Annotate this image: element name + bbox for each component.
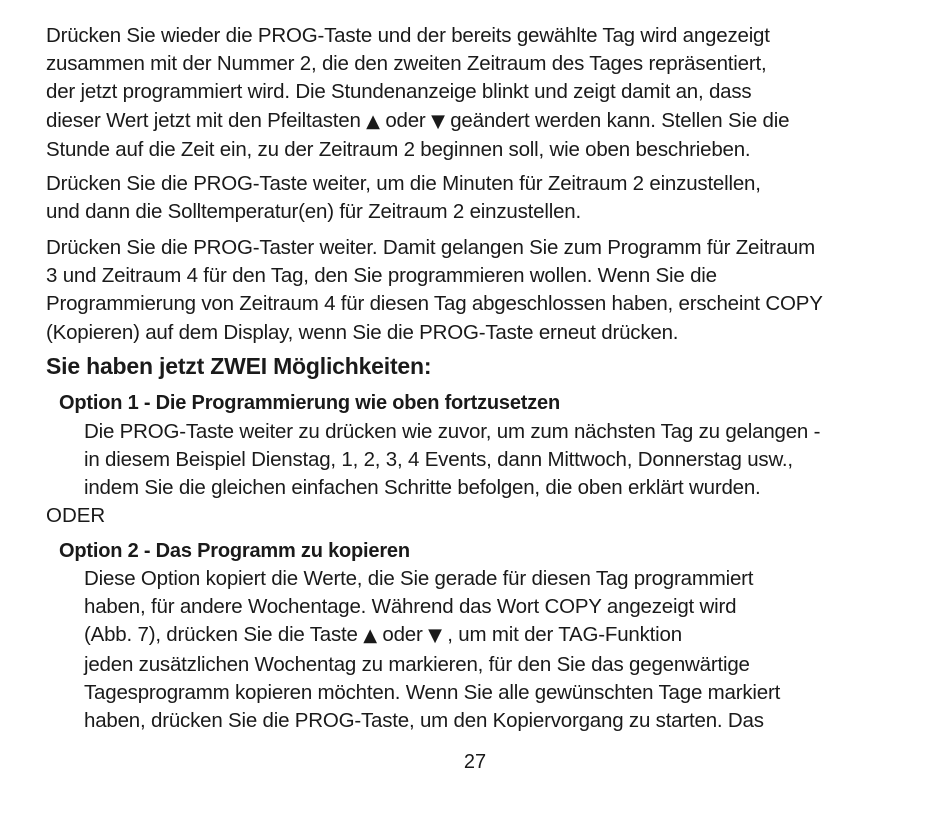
text-line: der jetzt programmiert wird. Die Stundenanzeige blinkt und zeigt damit an, dass [46, 80, 752, 104]
up-triangle-icon: ▲ [363, 625, 377, 647]
text-fragment: geändert werden kann. Stellen Sie die [450, 108, 790, 132]
down-triangle-icon: ▼ [431, 110, 445, 132]
text-line: Programmierung von Zeitraum 4 für diesen Tag abgeschlossen haben, erscheint COPY [46, 292, 823, 316]
text-fragment: oder [385, 108, 426, 132]
text-fragment: dieser Wert jetzt mit den Pfeiltasten [46, 108, 361, 132]
text-line: Tagesprogramm kopieren möchten. Wenn Sie alle gewünschten Tage markiert [84, 680, 781, 704]
text-line: und dann die Solltemperatur(en) für Zeitraum 2 einzustellen. [46, 200, 581, 224]
text-line: zusammen mit der Nummer 2, die den zweiten Zeitraum des Tages repräsentiert, [46, 52, 767, 76]
text-line: in diesem Beispiel Dienstag, 1, 2, 3, 4 Events, dann Mittwoch, Donnerstag usw., [84, 448, 793, 472]
text-line: indem Sie die gleichen einfachen Schritte befolgen, die oben erklärt wurden. [84, 476, 761, 500]
text-line: Drücken Sie die PROG-Taste weiter, um die Minuten für Zeitraum 2 einzustellen, [46, 172, 761, 195]
text-line: Drücken Sie wieder die PROG-Taste und der bereits gewählte Tag wird angezeigt [46, 24, 770, 47]
up-triangle-icon: ▲ [366, 110, 380, 132]
text-fragment: oder [382, 623, 423, 647]
down-triangle-icon: ▼ [428, 625, 442, 647]
text-line: (Kopieren) auf dem Display, wenn Sie die PROG-Taste erneut drücken. [46, 320, 679, 344]
text-line: 3 und Zeitraum 4 für den Tag, den Sie programmieren wollen. Wenn Sie die [46, 264, 717, 288]
text-line: Stunde auf die Zeit ein, zu der Zeitraum 2 beginnen soll, wie oben beschrieben. [46, 137, 751, 161]
text-line [46, 107, 916, 136]
paragraph-period-3-4 [46, 234, 916, 347]
text-line: Drücken Sie die PROG-Taster weiter. Damit gelangen Sie zum Programm für Zeitraum [46, 236, 815, 259]
paragraph-hour-setting [46, 22, 916, 164]
page-number: 27 [463, 751, 487, 773]
text-line: Diese Option kopiert die Werte, die Sie gerade für diesen Tag programmiert [84, 567, 754, 590]
option-1-title: Option 1 - Die Programmierung wie oben fortzusetzen [59, 392, 560, 414]
text-line: haben, drücken Sie die PROG-Taste, um den Kopiervorgang zu starten. Das [84, 709, 764, 733]
option-2-body [84, 565, 914, 735]
text-fragment: , um mit der TAG-Funktion [447, 623, 682, 647]
oder-separator: ODER [46, 504, 106, 527]
option-1-body [84, 418, 914, 503]
text-line: Die PROG-Taste weiter zu drücken wie zuvor, um zum nächsten Tag zu gelangen - [84, 420, 821, 443]
text-line: jeden zusätzlichen Wochentag zu markieren, für den Sie das gegenwärtige [84, 652, 750, 676]
text-line: haben, für andere Wochentage. Während das Wort COPY angezeigt wird [84, 595, 737, 619]
paragraph-minutes-setting [46, 170, 916, 226]
text-fragment: (Abb. 7), drücken Sie die Taste [84, 623, 358, 647]
option-2-title: Option 2 - Das Programm zu kopieren [59, 540, 410, 562]
text-line [84, 621, 914, 650]
section-heading: Sie haben jetzt ZWEI Möglichkeiten: [46, 353, 432, 379]
